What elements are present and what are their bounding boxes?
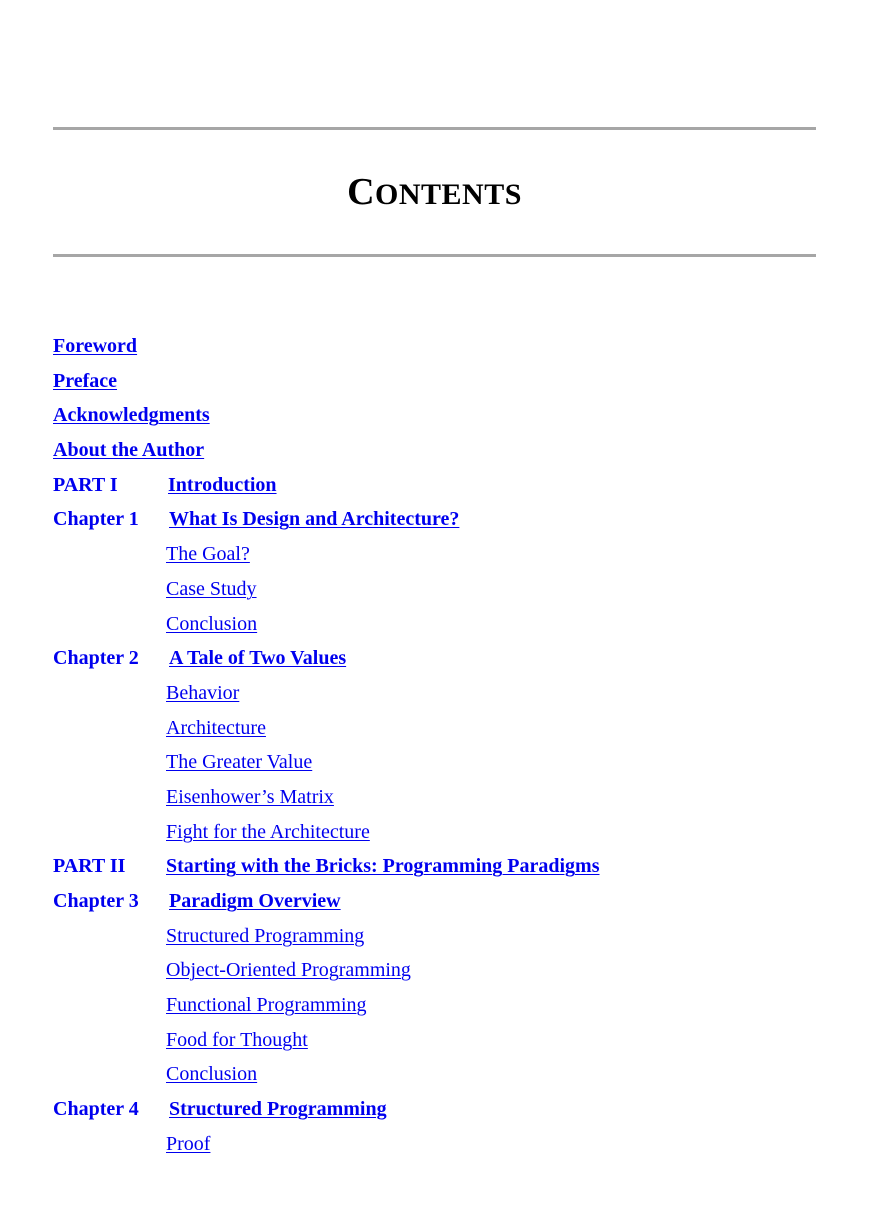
toc-link-case-study[interactable]: Case Study [166, 577, 257, 600]
toc-entry-section [53, 819, 833, 854]
part-2-number: PART II [53, 855, 126, 878]
toc-entry-chapter-3 [53, 888, 833, 923]
toc-link-proof[interactable]: Proof [166, 1132, 211, 1155]
toc-link-chapter-1[interactable] [53, 508, 459, 530]
toc-link-chapter-2[interactable] [53, 647, 346, 669]
toc-entry-section [53, 923, 833, 958]
part-1-number: PART I [53, 473, 118, 496]
chapter-2-number: Chapter 2 [53, 647, 139, 670]
toc-entry-section [53, 957, 833, 992]
toc-link-greater-value[interactable]: The Greater Value [166, 751, 313, 774]
toc-entry-section [53, 992, 833, 1027]
chapter-4-number: Chapter 4 [53, 1098, 139, 1121]
toc-link-conclusion-ch3[interactable]: Conclusion [166, 1063, 258, 1086]
toc-link-food-for-thought[interactable]: Food for Thought [166, 1028, 308, 1051]
chapter-1-title: What Is Design and Architecture? [169, 508, 460, 531]
chapter-4-title: Structured Programming [169, 1098, 387, 1121]
toc-link-part-2[interactable] [53, 855, 600, 877]
toc-entry-section [53, 576, 833, 611]
toc-link-preface[interactable]: Preface [53, 369, 118, 392]
toc-entry-preface [53, 368, 833, 403]
toc-link-structured-programming[interactable]: Structured Programming [166, 924, 365, 947]
toc-entry-part-1 [53, 472, 833, 507]
toc-entry-section [53, 1027, 833, 1062]
chapter-3-number: Chapter 3 [53, 890, 139, 912]
part-2-title: Starting with the Bricks: Programming Paradigms [166, 855, 600, 878]
toc-entry-section [53, 1131, 833, 1166]
toc-entry-section [53, 715, 833, 750]
toc-link-the-goal[interactable]: The Goal? [166, 543, 250, 566]
toc-entry-section [53, 541, 833, 576]
toc-link-eisenhower-matrix[interactable]: Eisenhower’s Matrix [166, 785, 334, 808]
toc-link-chapter-3[interactable] [53, 890, 341, 912]
toc-link-fight-for-architecture[interactable]: Fight for the Architecture [166, 820, 370, 843]
title-first-letter: C [347, 171, 376, 213]
toc-link-chapter-4[interactable] [53, 1098, 387, 1120]
title-rest: ONTENTS [375, 178, 522, 211]
toc-link-oop[interactable]: Object-Oriented Programming [166, 959, 411, 982]
chapter-1-number: Chapter 1 [53, 508, 139, 531]
toc-link-foreword[interactable]: Foreword [53, 335, 138, 357]
chapter-3-title: Paradigm Overview [169, 890, 341, 912]
toc-link-part-1[interactable] [53, 474, 277, 496]
toc-entry-foreword [53, 333, 833, 368]
toc-entry-section [53, 680, 833, 715]
toc-entry-chapter-4 [53, 1096, 833, 1131]
toc-link-architecture[interactable]: Architecture [166, 716, 266, 739]
toc-entry-part-2 [53, 853, 833, 888]
toc-entry-acknowledgments [53, 402, 833, 437]
toc-entry-section [53, 784, 833, 819]
toc-link-conclusion-ch1[interactable]: Conclusion [166, 612, 258, 635]
toc-entry-section [53, 1061, 833, 1096]
toc-link-about-author[interactable]: About the Author [53, 439, 205, 462]
toc-entry-chapter-1 [53, 506, 833, 541]
toc-entry-section [53, 749, 833, 784]
top-rule [53, 127, 816, 130]
bottom-rule [53, 254, 816, 257]
page-title [0, 170, 869, 214]
toc-link-acknowledgments[interactable]: Acknowledgments [53, 404, 210, 427]
toc-entry-section [53, 611, 833, 646]
part-1-title: Introduction [168, 473, 277, 496]
chapter-2-title: A Tale of Two Values [169, 647, 347, 670]
table-of-contents [53, 333, 833, 1166]
toc-link-behavior[interactable]: Behavior [166, 681, 240, 704]
toc-entry-chapter-2 [53, 645, 833, 680]
toc-entry-about-author [53, 437, 833, 472]
toc-link-functional-programming[interactable]: Functional Programming [166, 994, 367, 1017]
